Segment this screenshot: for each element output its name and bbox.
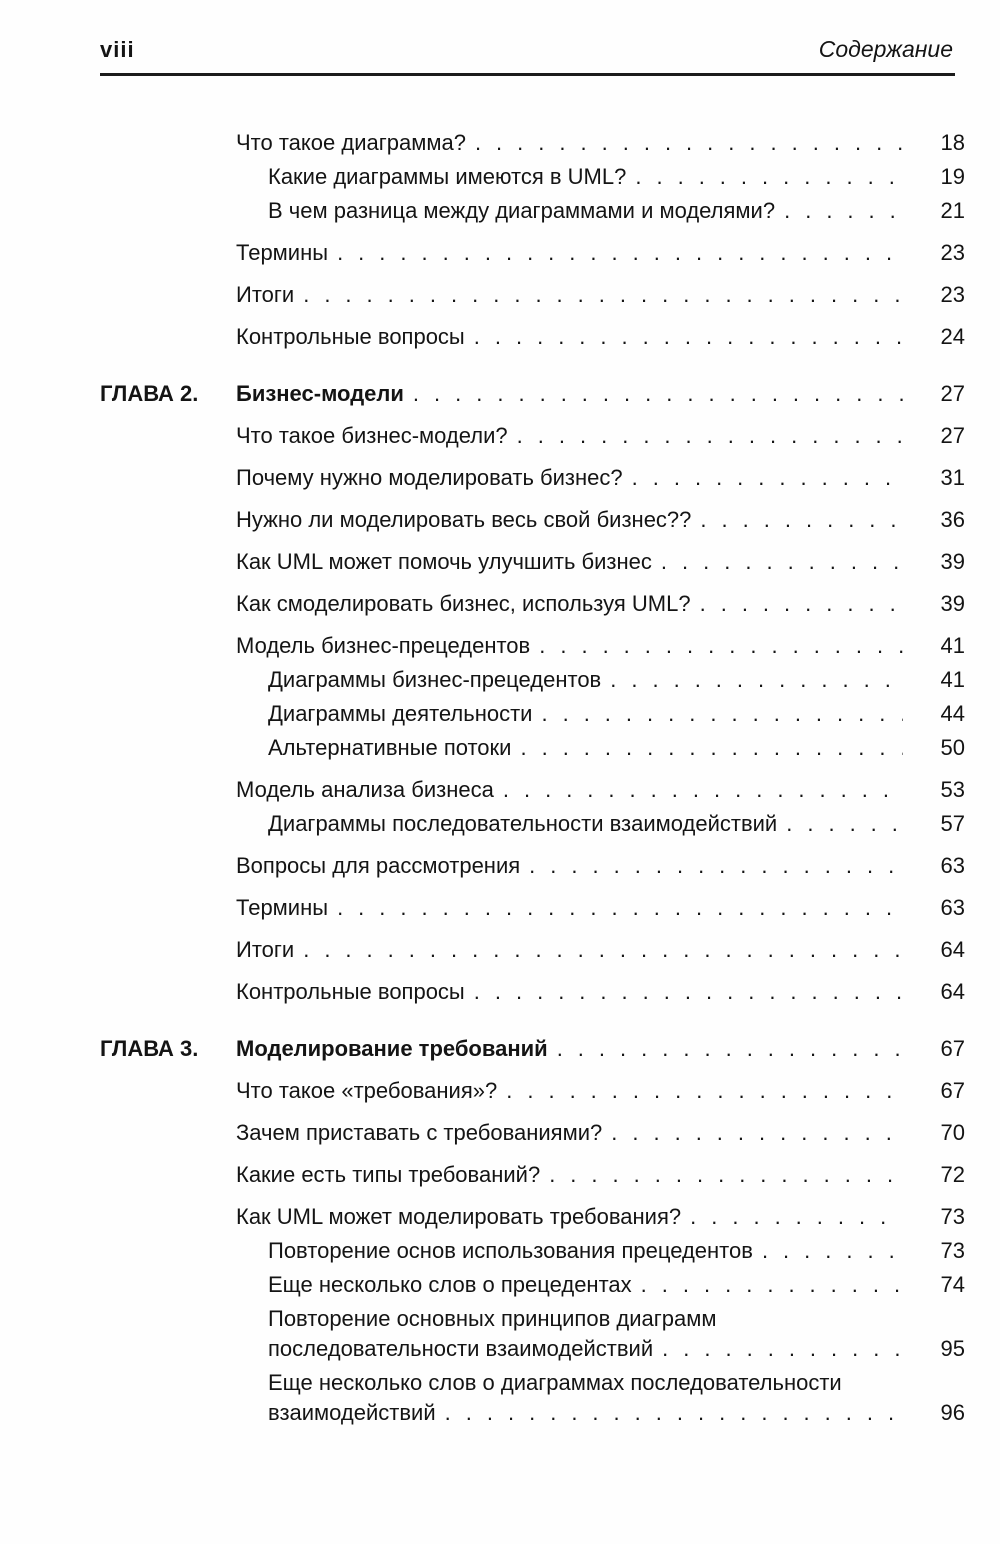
dot-leader bbox=[532, 699, 903, 729]
dot-leader bbox=[601, 665, 903, 695]
dot-leader bbox=[602, 1118, 903, 1148]
toc-entry bbox=[268, 196, 965, 226]
toc-entry bbox=[268, 1334, 965, 1364]
toc-entry bbox=[236, 421, 965, 451]
toc-entry-page: 64 bbox=[940, 937, 965, 962]
toc-entry bbox=[268, 665, 965, 695]
toc-entry-title: Повторение основ использования прецедентов bbox=[268, 1238, 753, 1263]
toc-entry-page: 27 bbox=[940, 423, 965, 448]
toc-entry-title: Диаграммы бизнес-прецедентов bbox=[268, 667, 602, 692]
toc-entry-page: 27 bbox=[940, 381, 965, 406]
toc-entry-page: 67 bbox=[940, 1078, 965, 1103]
toc-entry bbox=[236, 463, 965, 493]
toc-entry-page: 36 bbox=[940, 507, 965, 532]
toc-entry-page: 63 bbox=[940, 895, 965, 920]
toc-entry bbox=[236, 280, 965, 310]
toc-entry-title: Что такое диаграмма? bbox=[236, 130, 466, 155]
toc-entry-title: Итоги bbox=[236, 282, 295, 307]
toc-entry bbox=[236, 851, 965, 881]
toc-entry-page: 53 bbox=[940, 777, 965, 802]
toc-entry bbox=[236, 238, 965, 268]
toc-entry-page: 31 bbox=[940, 465, 965, 490]
toc-chapter-label: ГЛАВА 3. bbox=[100, 1036, 199, 1061]
toc-chapter-label: ГЛАВА 2. bbox=[100, 381, 199, 406]
toc-entry-page: 21 bbox=[940, 198, 965, 223]
toc-entry-page: 64 bbox=[940, 979, 965, 1004]
toc-entry-page: 24 bbox=[940, 324, 965, 349]
dot-leader bbox=[465, 322, 903, 352]
dot-leader bbox=[294, 280, 903, 310]
toc-entry-title: взаимодействий bbox=[268, 1400, 436, 1425]
dot-leader bbox=[681, 1202, 903, 1232]
dot-leader bbox=[328, 238, 903, 268]
toc-entry-page: 74 bbox=[940, 1272, 965, 1297]
toc-entry bbox=[268, 1270, 965, 1300]
header-rule bbox=[100, 73, 955, 76]
dot-leader bbox=[530, 631, 903, 661]
toc-entry bbox=[236, 128, 965, 158]
toc-entry-page: 41 bbox=[940, 667, 965, 692]
toc-entry-title: Еще несколько слов о прецедентах bbox=[268, 1272, 632, 1297]
dot-leader bbox=[775, 196, 903, 226]
toc-entry bbox=[236, 322, 965, 352]
toc-entry-page: 67 bbox=[940, 1036, 965, 1061]
toc-entry-title: Почему нужно моделировать бизнес? bbox=[236, 465, 623, 490]
toc-entry-title: Нужно ли моделировать весь свой бизнес?? bbox=[236, 507, 692, 532]
toc-entry bbox=[236, 505, 965, 535]
toc-entry-title: Диаграммы деятельности bbox=[268, 701, 533, 726]
toc-entry-title: Как UML может помочь улучшить бизнес bbox=[236, 549, 652, 574]
dot-leader bbox=[691, 505, 903, 535]
toc-entry-title: Что такое бизнес-модели? bbox=[236, 423, 508, 448]
toc-entry bbox=[268, 733, 965, 763]
dot-leader bbox=[753, 1236, 903, 1266]
dot-leader bbox=[497, 1076, 903, 1106]
dot-leader bbox=[328, 893, 903, 923]
toc-entry-wrapped-line bbox=[268, 1304, 965, 1334]
dot-leader bbox=[548, 1034, 903, 1064]
toc-entry-title: Контрольные вопросы bbox=[236, 324, 465, 349]
toc-entry-title: Модель бизнес-прецедентов bbox=[236, 633, 531, 658]
running-head bbox=[100, 34, 953, 65]
toc-entry-title: Зачем приставать с требованиями? bbox=[236, 1120, 603, 1145]
toc-entry-title: В чем разница между диаграммами и моделями? bbox=[268, 198, 776, 223]
dot-leader bbox=[653, 1334, 903, 1364]
toc-entry-title: Диаграммы последовательности взаимодействий bbox=[268, 811, 778, 836]
toc-entry-page: 39 bbox=[940, 549, 965, 574]
dot-leader bbox=[632, 1270, 903, 1300]
toc-entry bbox=[236, 1160, 965, 1190]
toc-entry-title: Модель анализа бизнеса bbox=[236, 777, 494, 802]
dot-leader bbox=[511, 733, 903, 763]
toc-entry bbox=[268, 699, 965, 729]
toc-entry-title: Какие диаграммы имеются в UML? bbox=[268, 164, 627, 189]
toc-entry bbox=[236, 589, 965, 619]
toc-entry bbox=[236, 1202, 965, 1232]
toc-entry-title: Бизнес-модели bbox=[236, 381, 404, 406]
dot-leader bbox=[691, 589, 903, 619]
dot-leader bbox=[508, 421, 903, 451]
dot-leader bbox=[540, 1160, 903, 1190]
toc-entry-title: Как смоделировать бизнес, используя UML? bbox=[236, 591, 691, 616]
toc-entry-page: 70 bbox=[940, 1120, 965, 1145]
toc-entry-title: Контрольные вопросы bbox=[236, 979, 465, 1004]
toc-entry-page: 23 bbox=[940, 240, 965, 265]
running-head-title: Содержание bbox=[818, 36, 953, 62]
toc-entry-title: Еще несколько слов о диаграммах последовательности bbox=[268, 1370, 842, 1395]
toc-chapter-entry bbox=[100, 1034, 965, 1064]
toc-entry-page: 19 bbox=[940, 164, 965, 189]
toc-entry-page: 50 bbox=[940, 735, 965, 760]
toc-entry bbox=[236, 1118, 965, 1148]
toc-entry bbox=[236, 547, 965, 577]
toc-entry-title: последовательности взаимодействий bbox=[268, 1336, 654, 1361]
toc-entry-title: Моделирование требований bbox=[236, 1036, 548, 1061]
toc-entry bbox=[268, 1398, 965, 1428]
toc-entry-page: 41 bbox=[940, 633, 965, 658]
toc-entry-page: 72 bbox=[940, 1162, 965, 1187]
toc-entry bbox=[236, 935, 965, 965]
toc-entry-page: 95 bbox=[940, 1336, 965, 1361]
toc-entry-page: 63 bbox=[940, 853, 965, 878]
dot-leader bbox=[494, 775, 903, 805]
toc-entry-page: 39 bbox=[940, 591, 965, 616]
toc-entry-wrapped-line bbox=[268, 1368, 965, 1398]
toc-entry bbox=[236, 893, 965, 923]
toc-entry-title: Какие есть типы требований? bbox=[236, 1162, 541, 1187]
toc-entry bbox=[236, 1076, 965, 1106]
toc-entry-title: Как UML может моделировать требования? bbox=[236, 1204, 682, 1229]
dot-leader bbox=[404, 379, 903, 409]
dot-leader bbox=[623, 463, 903, 493]
toc-entry-page: 73 bbox=[940, 1204, 965, 1229]
dot-leader bbox=[294, 935, 903, 965]
toc-entry bbox=[236, 775, 965, 805]
dot-leader bbox=[777, 809, 903, 839]
toc-entry-page: 23 bbox=[940, 282, 965, 307]
dot-leader bbox=[466, 128, 903, 158]
toc-entry-title: Что такое «требования»? bbox=[236, 1078, 498, 1103]
toc-entry-page: 73 bbox=[940, 1238, 965, 1263]
toc-entry bbox=[268, 809, 965, 839]
toc-entry-page: 96 bbox=[940, 1400, 965, 1425]
dot-leader bbox=[626, 162, 903, 192]
dot-leader bbox=[520, 851, 903, 881]
toc-entry-title: Термины bbox=[236, 895, 329, 920]
toc-entry bbox=[268, 1236, 965, 1266]
dot-leader bbox=[465, 977, 903, 1007]
toc-entry-page: 57 bbox=[940, 811, 965, 836]
toc-entry-page: 44 bbox=[940, 701, 965, 726]
toc-entry-title: Повторение основных принципов диаграмм bbox=[268, 1306, 717, 1331]
toc-entry-title: Альтернативные потоки bbox=[268, 735, 512, 760]
table-of-contents bbox=[100, 128, 965, 1428]
page-number-roman: viii bbox=[100, 37, 135, 62]
toc-chapter-entry bbox=[100, 379, 965, 409]
toc-entry-page: 18 bbox=[940, 130, 965, 155]
dot-leader bbox=[436, 1398, 903, 1428]
dot-leader bbox=[652, 547, 903, 577]
toc-entry bbox=[236, 631, 965, 661]
toc-entry-title: Вопросы для рассмотрения bbox=[236, 853, 521, 878]
toc-entry-title: Термины bbox=[236, 240, 329, 265]
toc-entry bbox=[236, 977, 965, 1007]
toc-entry-title: Итоги bbox=[236, 937, 295, 962]
toc-entry bbox=[268, 162, 965, 192]
